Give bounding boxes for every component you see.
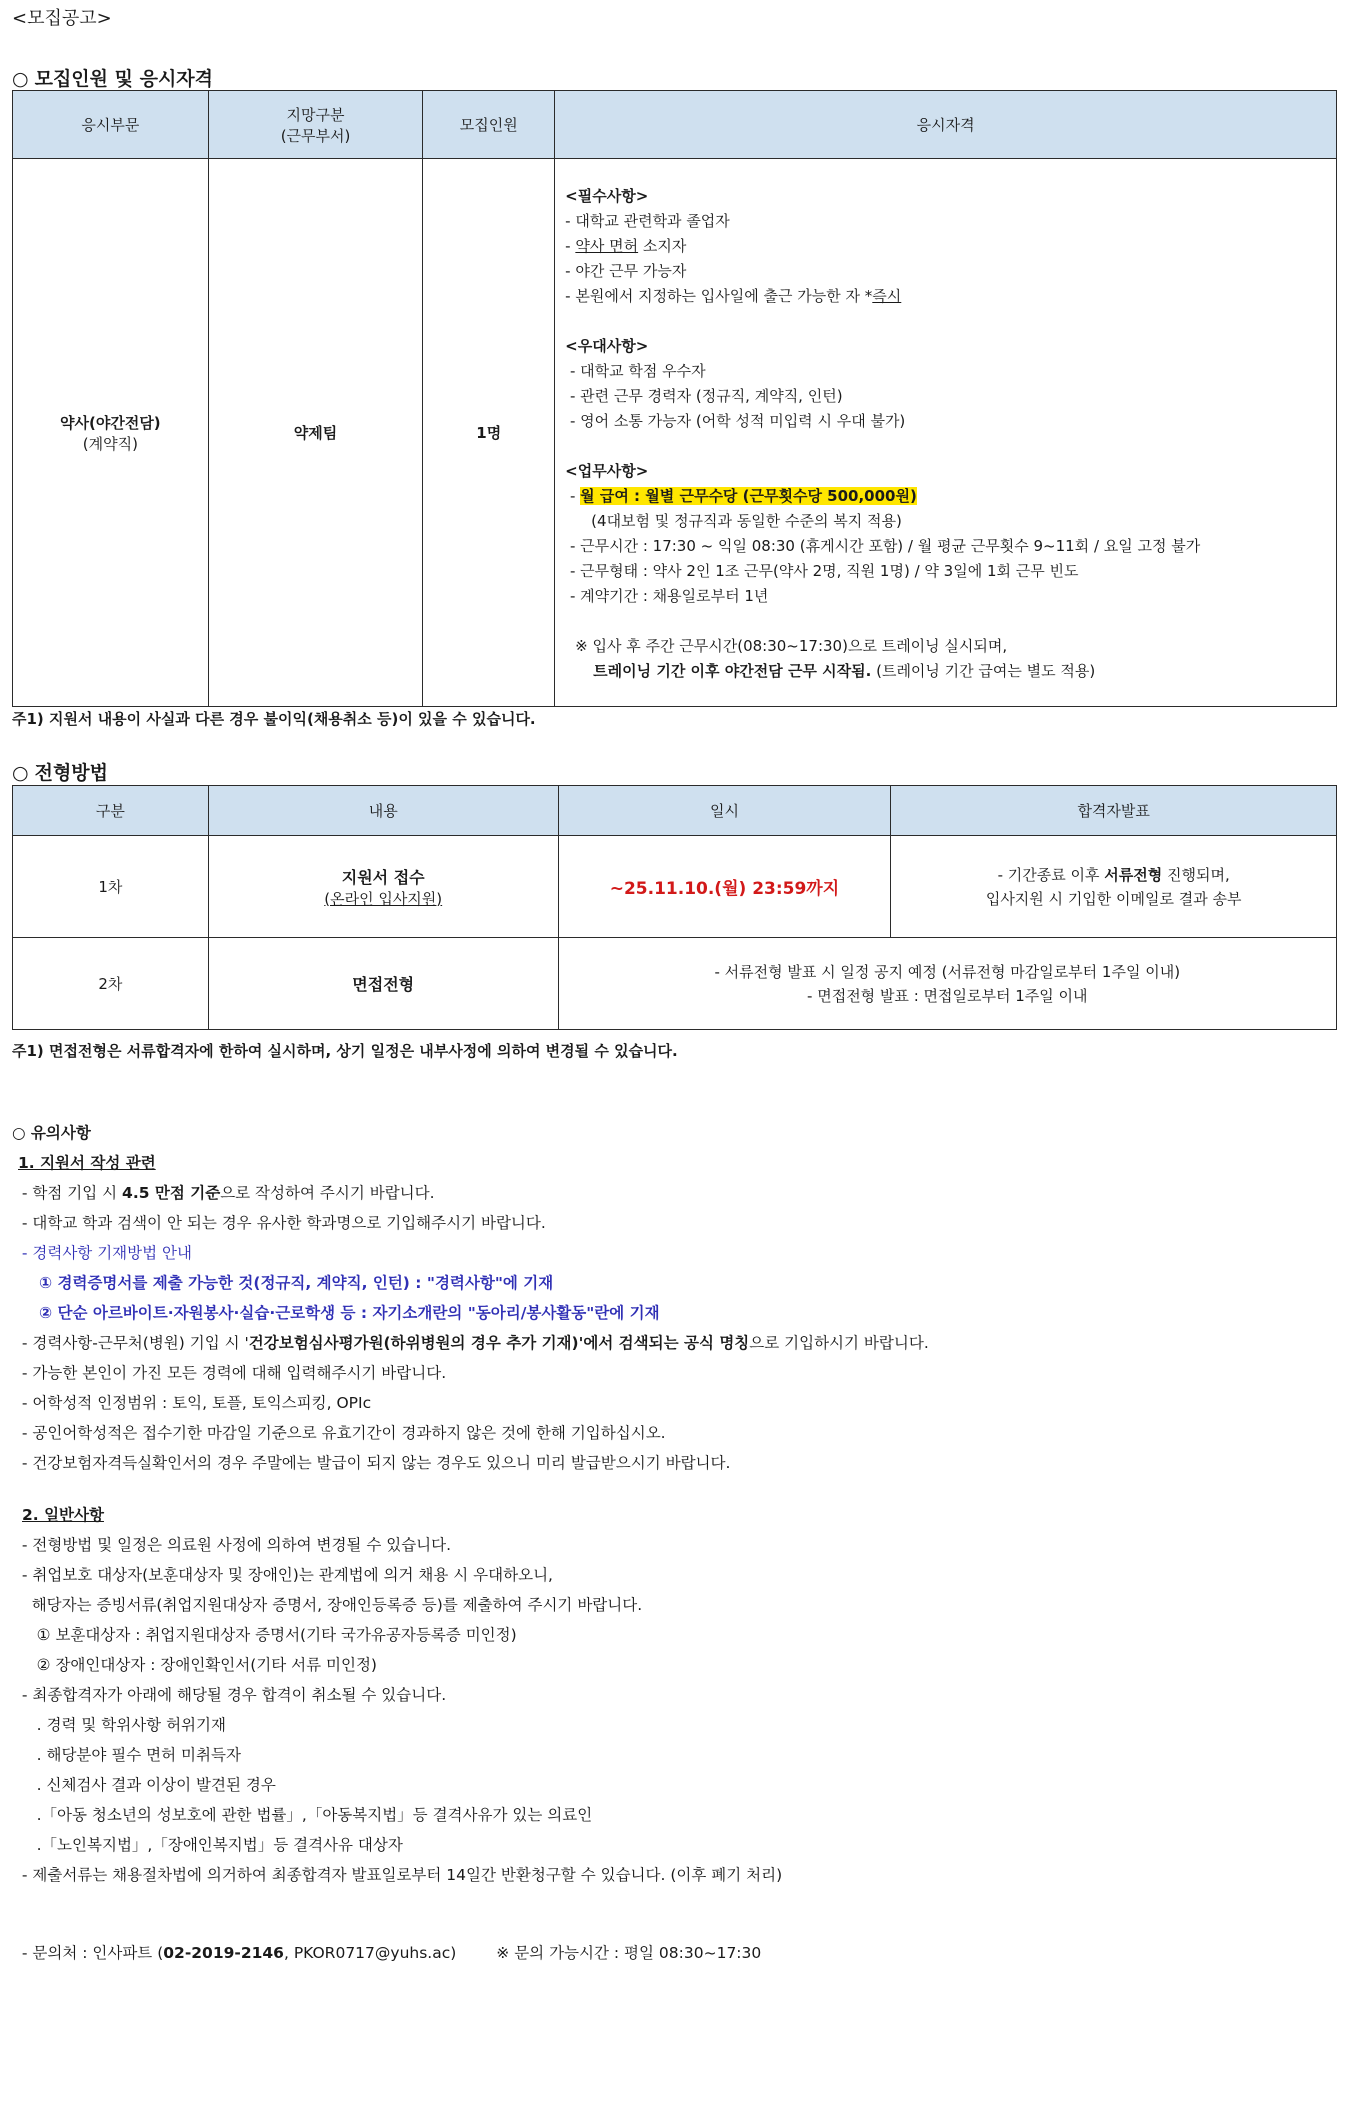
header-cell-result: 합격자발표	[891, 786, 1337, 836]
notice-item: - 학점 기입 시 4.5 만점 기준으로 작성하여 주시기 바랍니다.	[12, 1184, 435, 1202]
section1-note: 주1) 지원서 내용이 사실과 다른 경우 불이익(채용취소 등)이 있을 수 있습니다.	[12, 710, 536, 728]
notice-sub2-title: 2. 일반사항	[22, 1506, 104, 1524]
contact-line: - 문의처 : 인사파트 (02-2019-2146, PKOR0717@yuhs.ac) ※ 문의 가능시간 : 평일 08:30~17:30	[12, 1944, 762, 1962]
training-note: ※ 입사 후 주간 근무시간(08:30~17:30)으로 트레이닝 실시되며,	[575, 636, 1008, 655]
required-item: - 약사 면허 소지자	[565, 236, 687, 255]
stage-cell: 2차	[13, 938, 209, 1030]
notice-title: ○ 유의사항	[12, 1124, 91, 1142]
notice-item: - 최종합격자가 아래에 해당될 경우 합격이 취소될 수 있습니다.	[12, 1686, 447, 1704]
section-title-text: 모집인원 및 응시자격	[34, 68, 214, 90]
required-item: - 본원에서 지정하는 입사일에 출근 가능한 자 *즉시	[565, 286, 902, 305]
required-item: - 대학교 관련학과 졸업자	[565, 211, 730, 230]
notice-item: - 가능한 본인이 가진 모든 경력에 대해 입력해주시기 바랍니다.	[12, 1364, 447, 1382]
section-title-process	[12, 758, 108, 785]
notice-item: ② 단순 아르바이트·자원봉사·실습·근로학생 등 : 자기소개란의 "동아리/봉사활동"란에 기재	[12, 1304, 660, 1322]
notice-item: - 취업보호 대상자(보훈대상자 및 장애인)는 관계법에 의거 채용 시 우대하오니,	[12, 1566, 553, 1584]
header-cell-division: 응시부문	[13, 91, 209, 159]
notice-item: - 경력사항 기재방법 안내	[12, 1244, 192, 1262]
department-cell: 약제팀	[208, 159, 423, 707]
content-sub: (온라인 입사지원)	[324, 889, 443, 908]
notice-item: - 공인어학성적은 접수기한 마감일 기준으로 유효기간이 경과하지 않은 것에 한해 기입하십시오.	[12, 1424, 666, 1442]
content-title: 지원서 접수	[341, 867, 425, 887]
notice-item: - 건강보험자격득실확인서의 경우 주말에는 발급이 되지 않는 경우도 있으니 미리 발급받으시기 바랍니다.	[12, 1454, 731, 1472]
header-cell-qualification: 응시자격	[555, 91, 1337, 159]
circle-bullet: ○	[12, 762, 29, 784]
qualification-cell	[555, 159, 1337, 707]
notice-sub1-title: 1. 지원서 작성 관련	[18, 1154, 156, 1172]
preferred-item: - 대학교 학점 우수자	[565, 361, 706, 380]
position-type: (계약직)	[82, 434, 138, 453]
notice-item: ② 장애인대상자 : 장애인확인서(기타 서류 미인정)	[12, 1656, 377, 1674]
content-cell: 면접전형	[208, 938, 558, 1030]
notice-item: - 어학성적 인정범위 : 토익, 토플, 토익스피킹, OPIc	[12, 1394, 372, 1412]
contact-time: ※ 문의 가능시간 : 평일 08:30~17:30	[496, 1944, 762, 1962]
form-line: - 근무형태 : 약사 2인 1조 근무(약사 2명, 직원 1명) / 약 3일에 1회 근무 빈도	[565, 561, 1079, 580]
section-title-text: 전형방법	[34, 762, 109, 784]
position-cell	[13, 159, 209, 707]
result-cell: - 기간종료 이후 서류전형 진행되며, 입사지원 시 기입한 이메일로 결과 송부	[891, 836, 1337, 938]
notice-item: .「아동 청소년의 성보호에 관한 법률」,「아동복지법」등 결격사유가 있는 의료인	[12, 1806, 593, 1824]
notice-item: - 대학교 학과 검색이 안 되는 경우 유사한 학과명으로 기입해주시기 바랍니다.	[12, 1214, 546, 1232]
training-note-2: 트레이닝 기간 이후 야간전담 근무 시작됨. (트레이닝 기간 급여는 별도 적용)	[593, 661, 1096, 680]
content-cell	[208, 836, 558, 938]
salary-highlight: 월 급여 : 월별 근무수당 (근무횟수당 500,000원)	[580, 486, 917, 505]
process-table	[12, 785, 1337, 1030]
notice-item: . 해당분야 필수 면허 미취득자	[12, 1746, 241, 1764]
stage-cell: 1차	[13, 836, 209, 938]
header-cell-content: 내용	[208, 786, 558, 836]
period-line: - 계약기간 : 채용일로부터 1년	[565, 586, 769, 605]
notice-item: .「노인복지법」,「장애인복지법」등 결격사유 대상자	[12, 1836, 403, 1854]
notice-item: ① 경력증명서를 제출 가능한 것(정규직, 계약직, 인턴) : "경력사항"에 기재	[12, 1274, 554, 1292]
benefit-line: (4대보험 및 정규직과 동일한 수준의 복지 적용)	[591, 511, 902, 530]
notice-item: ① 보훈대상자 : 취업지원대상자 증명서(기타 국가유공자등록증 미인정)	[12, 1626, 517, 1644]
result-cell: - 서류전형 발표 시 일정 공지 예정 (서류전형 마감일로부터 1주일 이내) - 면접전형 발표 : 면접일로부터 1주일 이내	[558, 938, 1336, 1030]
notice-item: . 경력 및 학위사항 허위기재	[12, 1716, 226, 1734]
notice-section	[12, 1118, 1332, 1968]
section2-note: 주1) 면접전형은 서류합격자에 한하여 실시하며, 상기 일정은 내부사정에 의하여 변경될 수 있습니다.	[12, 1042, 678, 1060]
required-item: - 야간 근무 가능자	[565, 261, 687, 280]
page-title: <모집공고>	[12, 8, 112, 29]
contact-phone: 02-2019-2146	[163, 1944, 284, 1962]
recruitment-table	[12, 90, 1337, 707]
header-cell-stage: 구분	[13, 786, 209, 836]
header-cell-date: 일시	[558, 786, 891, 836]
notice-item: . 신체검사 결과 이상이 발견된 경우	[12, 1776, 276, 1794]
notice-item: 해당자는 증빙서류(취업지원대상자 증명서, 장애인등록증 등)를 제출하여 주시기 바랍니다.	[12, 1596, 643, 1614]
section-title-recruitment	[12, 64, 213, 91]
circle-bullet: ○	[12, 68, 29, 90]
preferred-item: - 관련 근무 경력자 (정규직, 계약직, 인턴)	[565, 386, 843, 405]
required-title: <필수사항>	[565, 186, 649, 205]
notice-item: - 제출서류는 채용절차법에 의거하여 최종합격자 발표일로부터 14일간 반환청구할 수 있습니다. (이후 폐기 처리)	[12, 1866, 783, 1884]
header-cell-count: 모집인원	[423, 91, 555, 159]
date-cell: ~25.11.10.(월) 23:59까지	[558, 836, 891, 938]
header-cell-dept: 지망구분 (근무부서)	[208, 91, 423, 159]
preferred-item: - 영어 소통 가능자 (어학 성적 미입력 시 우대 불가)	[565, 411, 906, 430]
position-name: 약사(야간전담)	[60, 413, 161, 432]
preferred-title: <우대사항>	[565, 336, 649, 355]
work-title: <업무사항>	[565, 461, 649, 480]
salary-line: - 월 급여 : 월별 근무수당 (근무횟수당 500,000원)	[565, 486, 917, 505]
notice-item: - 전형방법 및 일정은 의료원 사정에 의하여 변경될 수 있습니다.	[12, 1536, 452, 1554]
count-cell: 1명	[423, 159, 555, 707]
hours-line: - 근무시간 : 17:30 ~ 익일 08:30 (휴게시간 포함) / 월 평균 근무횟수 9~11회 / 요일 고정 불가	[565, 536, 1201, 555]
notice-item: - 경력사항-근무처(병원) 기입 시 '건강보험심사평가원(하위병원의 경우 추가 기재)'에서 검색되는 공식 명칭으로 기입하시기 바랍니다.	[12, 1334, 929, 1352]
